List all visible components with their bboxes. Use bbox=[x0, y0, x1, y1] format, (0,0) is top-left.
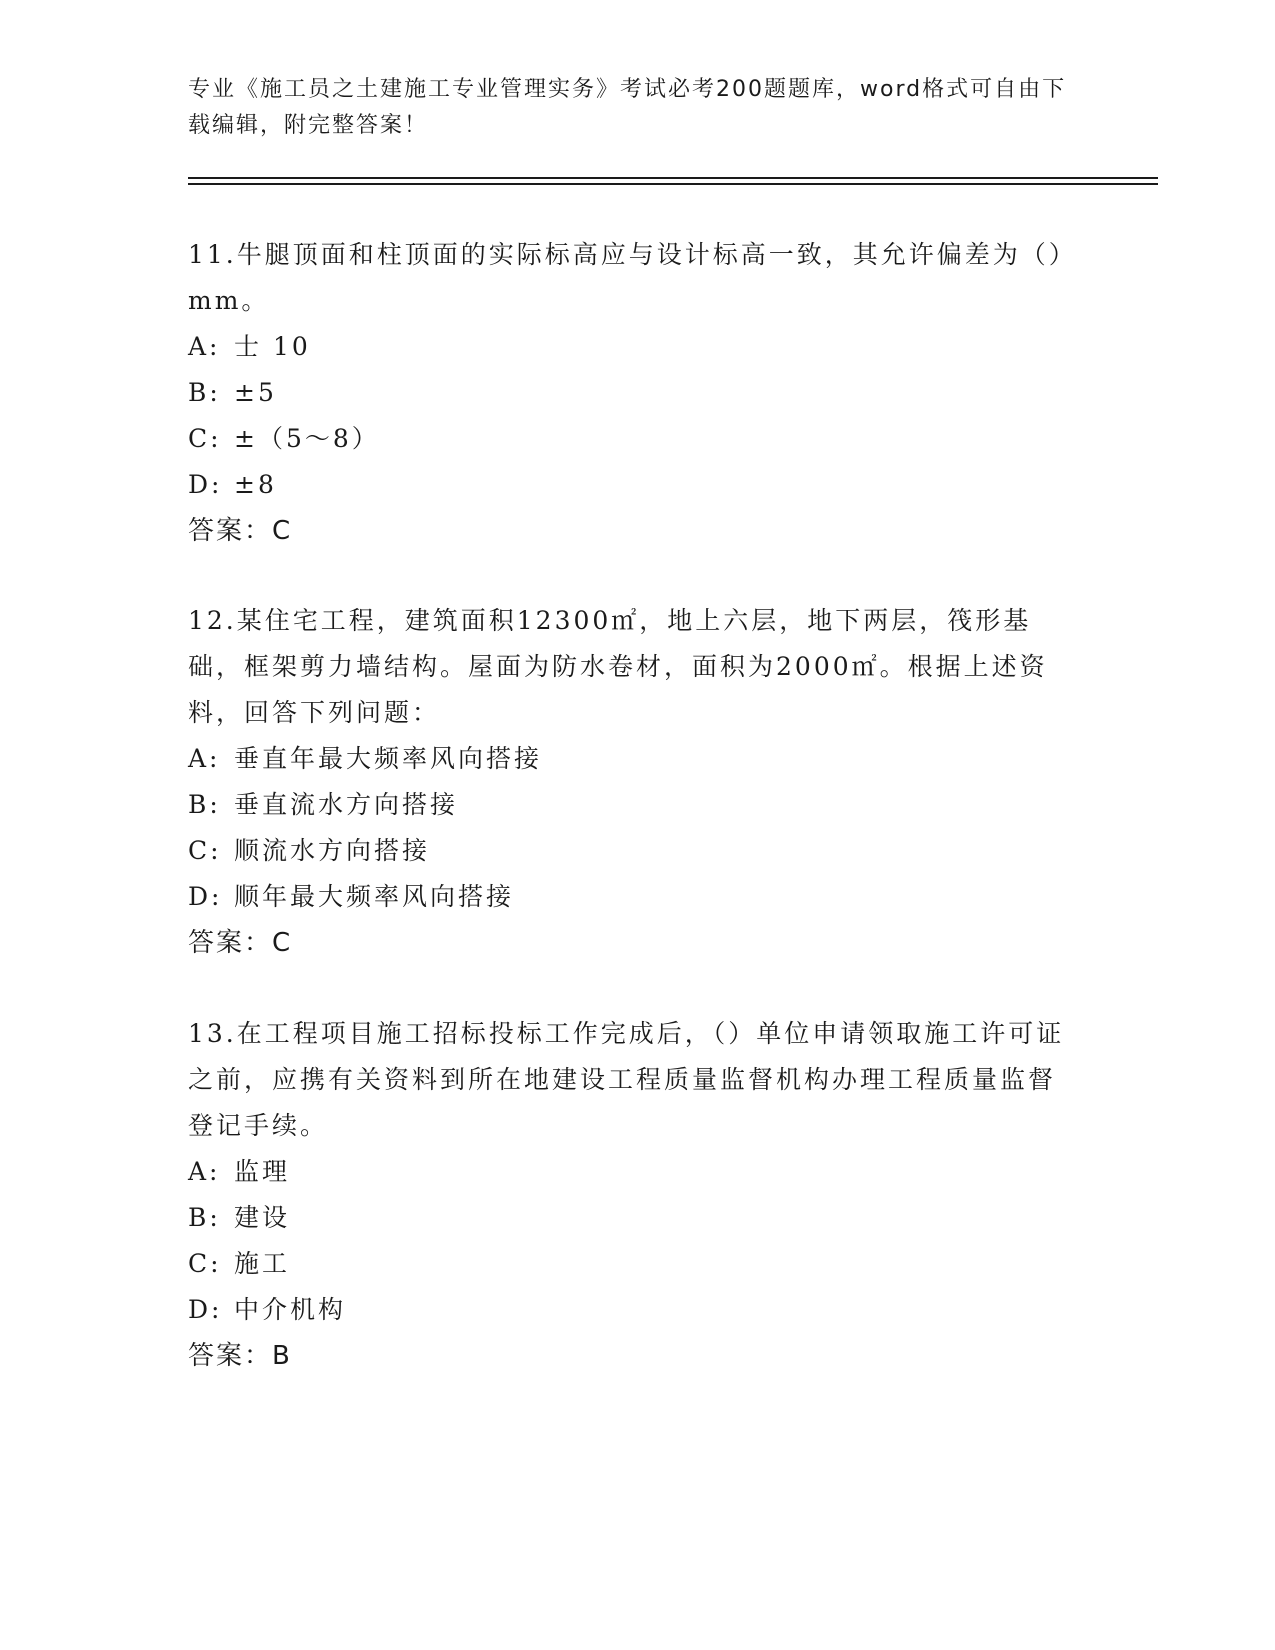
answer: 答案：C bbox=[188, 516, 293, 546]
question-12 bbox=[188, 598, 1068, 966]
question-number: 11. bbox=[188, 240, 237, 269]
option-text: 中介机构 bbox=[234, 1295, 347, 1324]
option-text: 顺流水方向搭接 bbox=[234, 836, 431, 865]
question-stem bbox=[188, 1011, 1068, 1149]
option-text: ±（5～8） bbox=[234, 424, 380, 453]
document-header: 专业《施工员之土建施工专业管理实务》考试必考200题题库，word格式可自由下载编辑，附完整答案！ bbox=[188, 77, 1067, 138]
option-key: D: bbox=[188, 882, 223, 911]
option-text: 垂直流水方向搭接 bbox=[234, 790, 459, 819]
option-a bbox=[188, 736, 1068, 782]
option-text: 垂直年最大频率风向搭接 bbox=[234, 744, 543, 773]
option-key: C: bbox=[188, 1249, 222, 1278]
option-text: 施工 bbox=[234, 1249, 291, 1278]
option-text: 监理 bbox=[234, 1157, 291, 1186]
header-rule-bottom bbox=[188, 183, 1158, 185]
option-d bbox=[188, 462, 1068, 508]
header-rule-top bbox=[188, 177, 1158, 179]
question-text: 牛腿顶面和柱顶面的实际标高应与设计标高一致，其允许偏差为（）mm。 bbox=[188, 240, 1065, 315]
option-text: ±5 bbox=[234, 378, 277, 407]
option-key: D: bbox=[188, 470, 223, 499]
option-d bbox=[188, 874, 1068, 920]
option-text: 顺年最大频率风向搭接 bbox=[234, 882, 515, 911]
question-13 bbox=[188, 1011, 1068, 1379]
option-text: 士 10 bbox=[234, 332, 311, 361]
option-c bbox=[188, 828, 1068, 874]
question-number: 12. bbox=[188, 606, 237, 635]
option-text: ±8 bbox=[234, 470, 277, 499]
question-text: 在工程项目施工招标投标工作完成后，（）单位申请领取施工许可证之前，应携有关资料到所在地建设工程质量监督机构办理工程质量监督登记手续。 bbox=[188, 1019, 1065, 1140]
option-b bbox=[188, 370, 1068, 416]
option-c bbox=[188, 1241, 1068, 1287]
answer: 答案：B bbox=[188, 1341, 292, 1371]
question-number: 13. bbox=[188, 1019, 237, 1048]
option-key: A: bbox=[188, 744, 221, 773]
option-key: B: bbox=[188, 378, 221, 407]
option-c bbox=[188, 416, 1068, 462]
option-key: C: bbox=[188, 424, 222, 453]
question-text: 某住宅工程，建筑面积12300㎡，地上六层，地下两层，筏形基础，框架剪力墙结构。屋面为防水卷材，面积为2000㎡。根据上述资料，回答下列问题： bbox=[188, 606, 1048, 727]
option-key: B: bbox=[188, 1203, 221, 1232]
question-stem bbox=[188, 232, 1068, 324]
option-d bbox=[188, 1287, 1068, 1333]
option-text: 建设 bbox=[234, 1203, 291, 1232]
option-key: B: bbox=[188, 790, 221, 819]
option-key: A: bbox=[188, 332, 221, 361]
question-stem bbox=[188, 598, 1068, 736]
option-key: A: bbox=[188, 1157, 221, 1186]
option-key: C: bbox=[188, 836, 222, 865]
option-key: D: bbox=[188, 1295, 223, 1324]
option-a bbox=[188, 1149, 1068, 1195]
option-b bbox=[188, 782, 1068, 828]
option-a bbox=[188, 324, 1068, 370]
question-11 bbox=[188, 232, 1068, 554]
answer: 答案：C bbox=[188, 928, 293, 958]
option-b bbox=[188, 1195, 1068, 1241]
